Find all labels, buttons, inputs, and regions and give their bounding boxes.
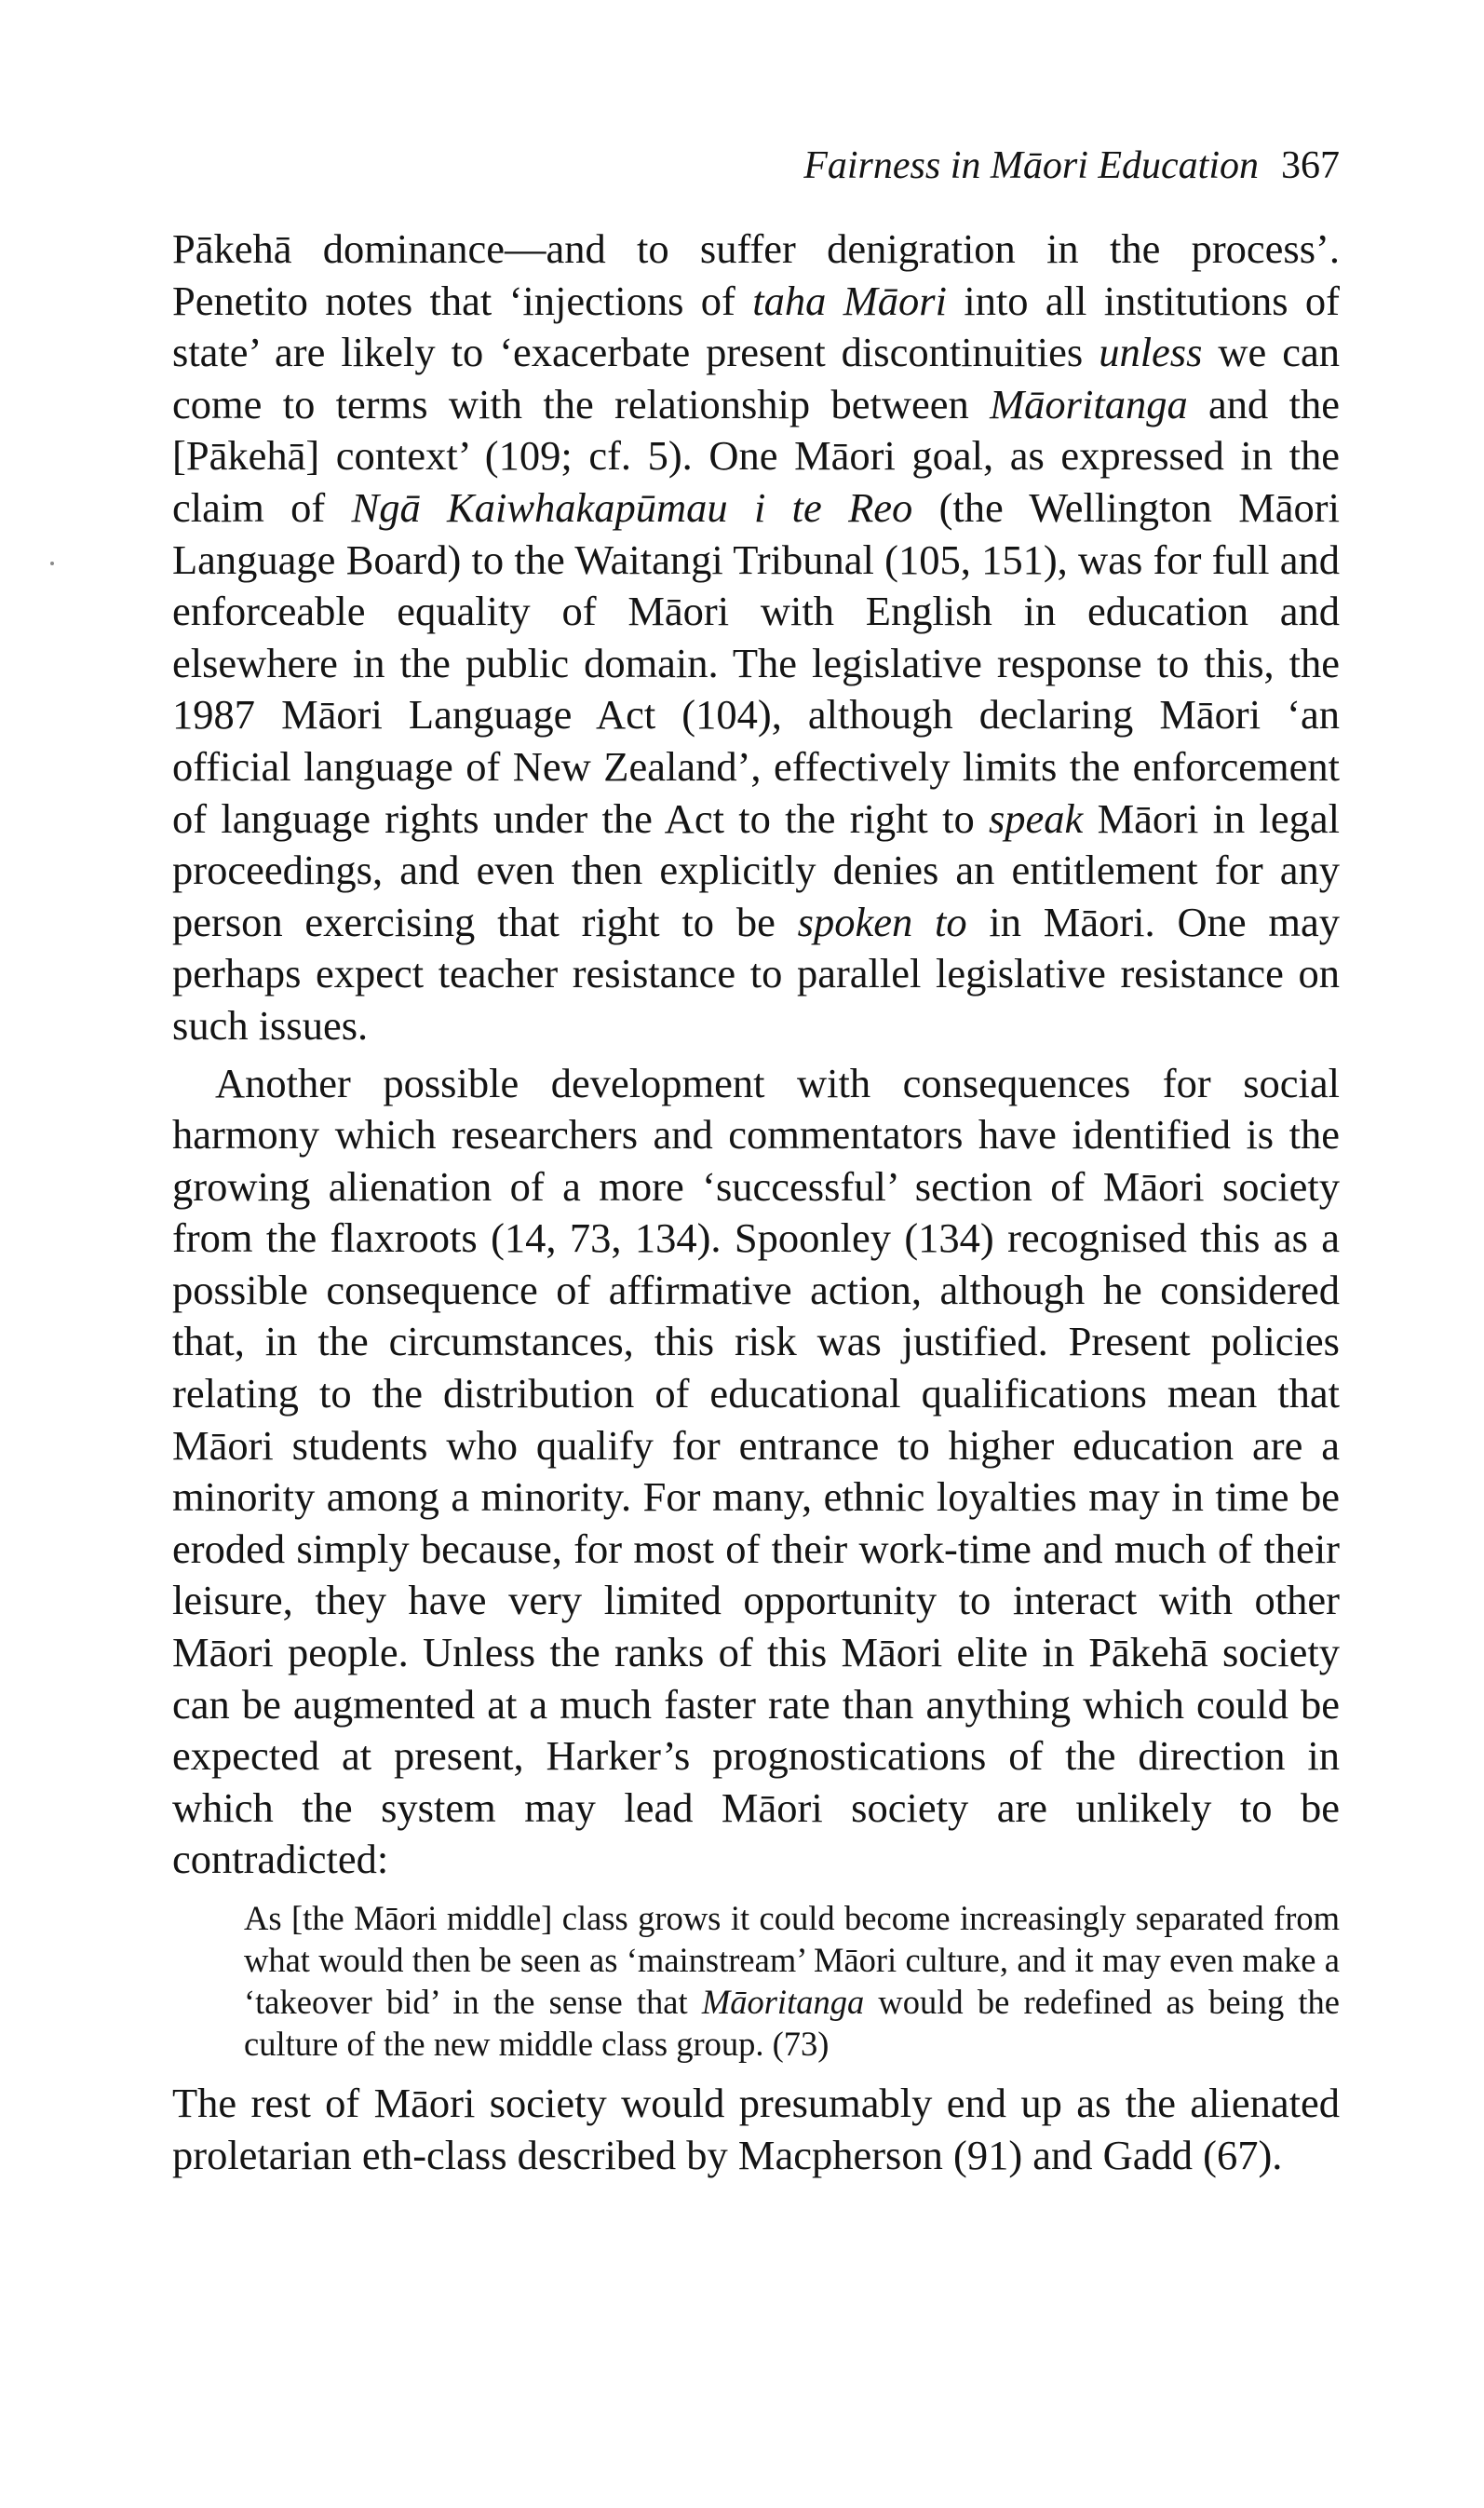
italic-run: Ngā Kaiwhakapūmau i te Reo [351,483,913,531]
running-title: Fairness in Māori Education [803,144,1259,187]
text-run: Pākehā dominance—and to suffer denigration in the process’. Penetito notes that ‘injections of [172,225,1340,324]
paragraph-1 [172,224,1340,1052]
margin-mark [50,562,54,565]
paragraph-2: Another possible development with consequences for social harmony which researchers and commentators have identified is the growing alienation of a more ‘successful’ section of Māori society from the flaxroots (14, 73, 134). Spoonley (134) recognised this as a possible consequence of affirmative action, although he considered that, in the circumstances, this risk was justified. Present policies relating to the distribution of educational qualifications mean that Māori students who qualify for entrance to higher education are a minority among a minority. For many, ethnic loyalties may in time be eroded simply because, for most of their work-time and much of their leisure, they have very limited opportunity to interact with other Māori people. Unless the ranks of this Māori elite in Pākehā society can be augmented at a much faster rate than anything which could be expected at present, Harker’s prognostications of the direction in which the system may lead Māori society are unlikely to be contradicted: [172,1059,1340,1883]
text-run: in Māori. One may perhaps expect teacher resistance to parallel legislative resistance on such issues. [172,898,1340,1049]
block-quote [244,1897,1340,2065]
text-run: (the Wellington Māori Language Board) to the Waitangi Tribunal (105, 151), was for full and enforceable equality of Māori with English in education and elsewhere in the public domain. The legislative response to this, the 1987 Māori Language Act (104), although declaring Māori ‘an official language of New Zealand’, effectively limits the enforcement of language rights under the Act to the right to [172,483,1340,842]
text-run: we can come to terms with the relationship between [172,329,1341,427]
paragraph-3: The rest of Māori society would presumably end up as the alienated proletarian eth-class described by Macpherson (91) and Gadd (67). [172,2080,1340,2178]
text-run: As [the Māori middle] class grows it could become increasingly separated from what would then be seen as ‘mainstream’ Māori culture, and it may even make a ‘takeover bid’ in the sense that [244,1899,1340,2021]
text-run: would be redefined as being the culture of the new middle class group. (73) [244,1983,1340,2063]
italic-run: speak [988,794,1084,842]
body-text [172,224,1340,2181]
italic-run: Māoritanga [990,380,1188,427]
running-header [172,138,1340,194]
text-run: and the [Pākehā] context’ (109; cf. 5). One Māori goal, as expressed in the claim of [172,380,1341,531]
page-number: 367 [1281,144,1340,187]
italic-run: spoken to [797,898,967,945]
text-run: into all institutions of state’ are likely to ‘exacerbate present discontinuities [172,277,1341,376]
text-run: Māori in legal proceedings, and even then explicitly denies an entitlement for any person exercising that right to be [172,794,1340,945]
italic-run: Māoritanga [701,1983,865,2021]
italic-run: unless [1099,329,1203,376]
italic-run: taha Māori [752,277,947,324]
